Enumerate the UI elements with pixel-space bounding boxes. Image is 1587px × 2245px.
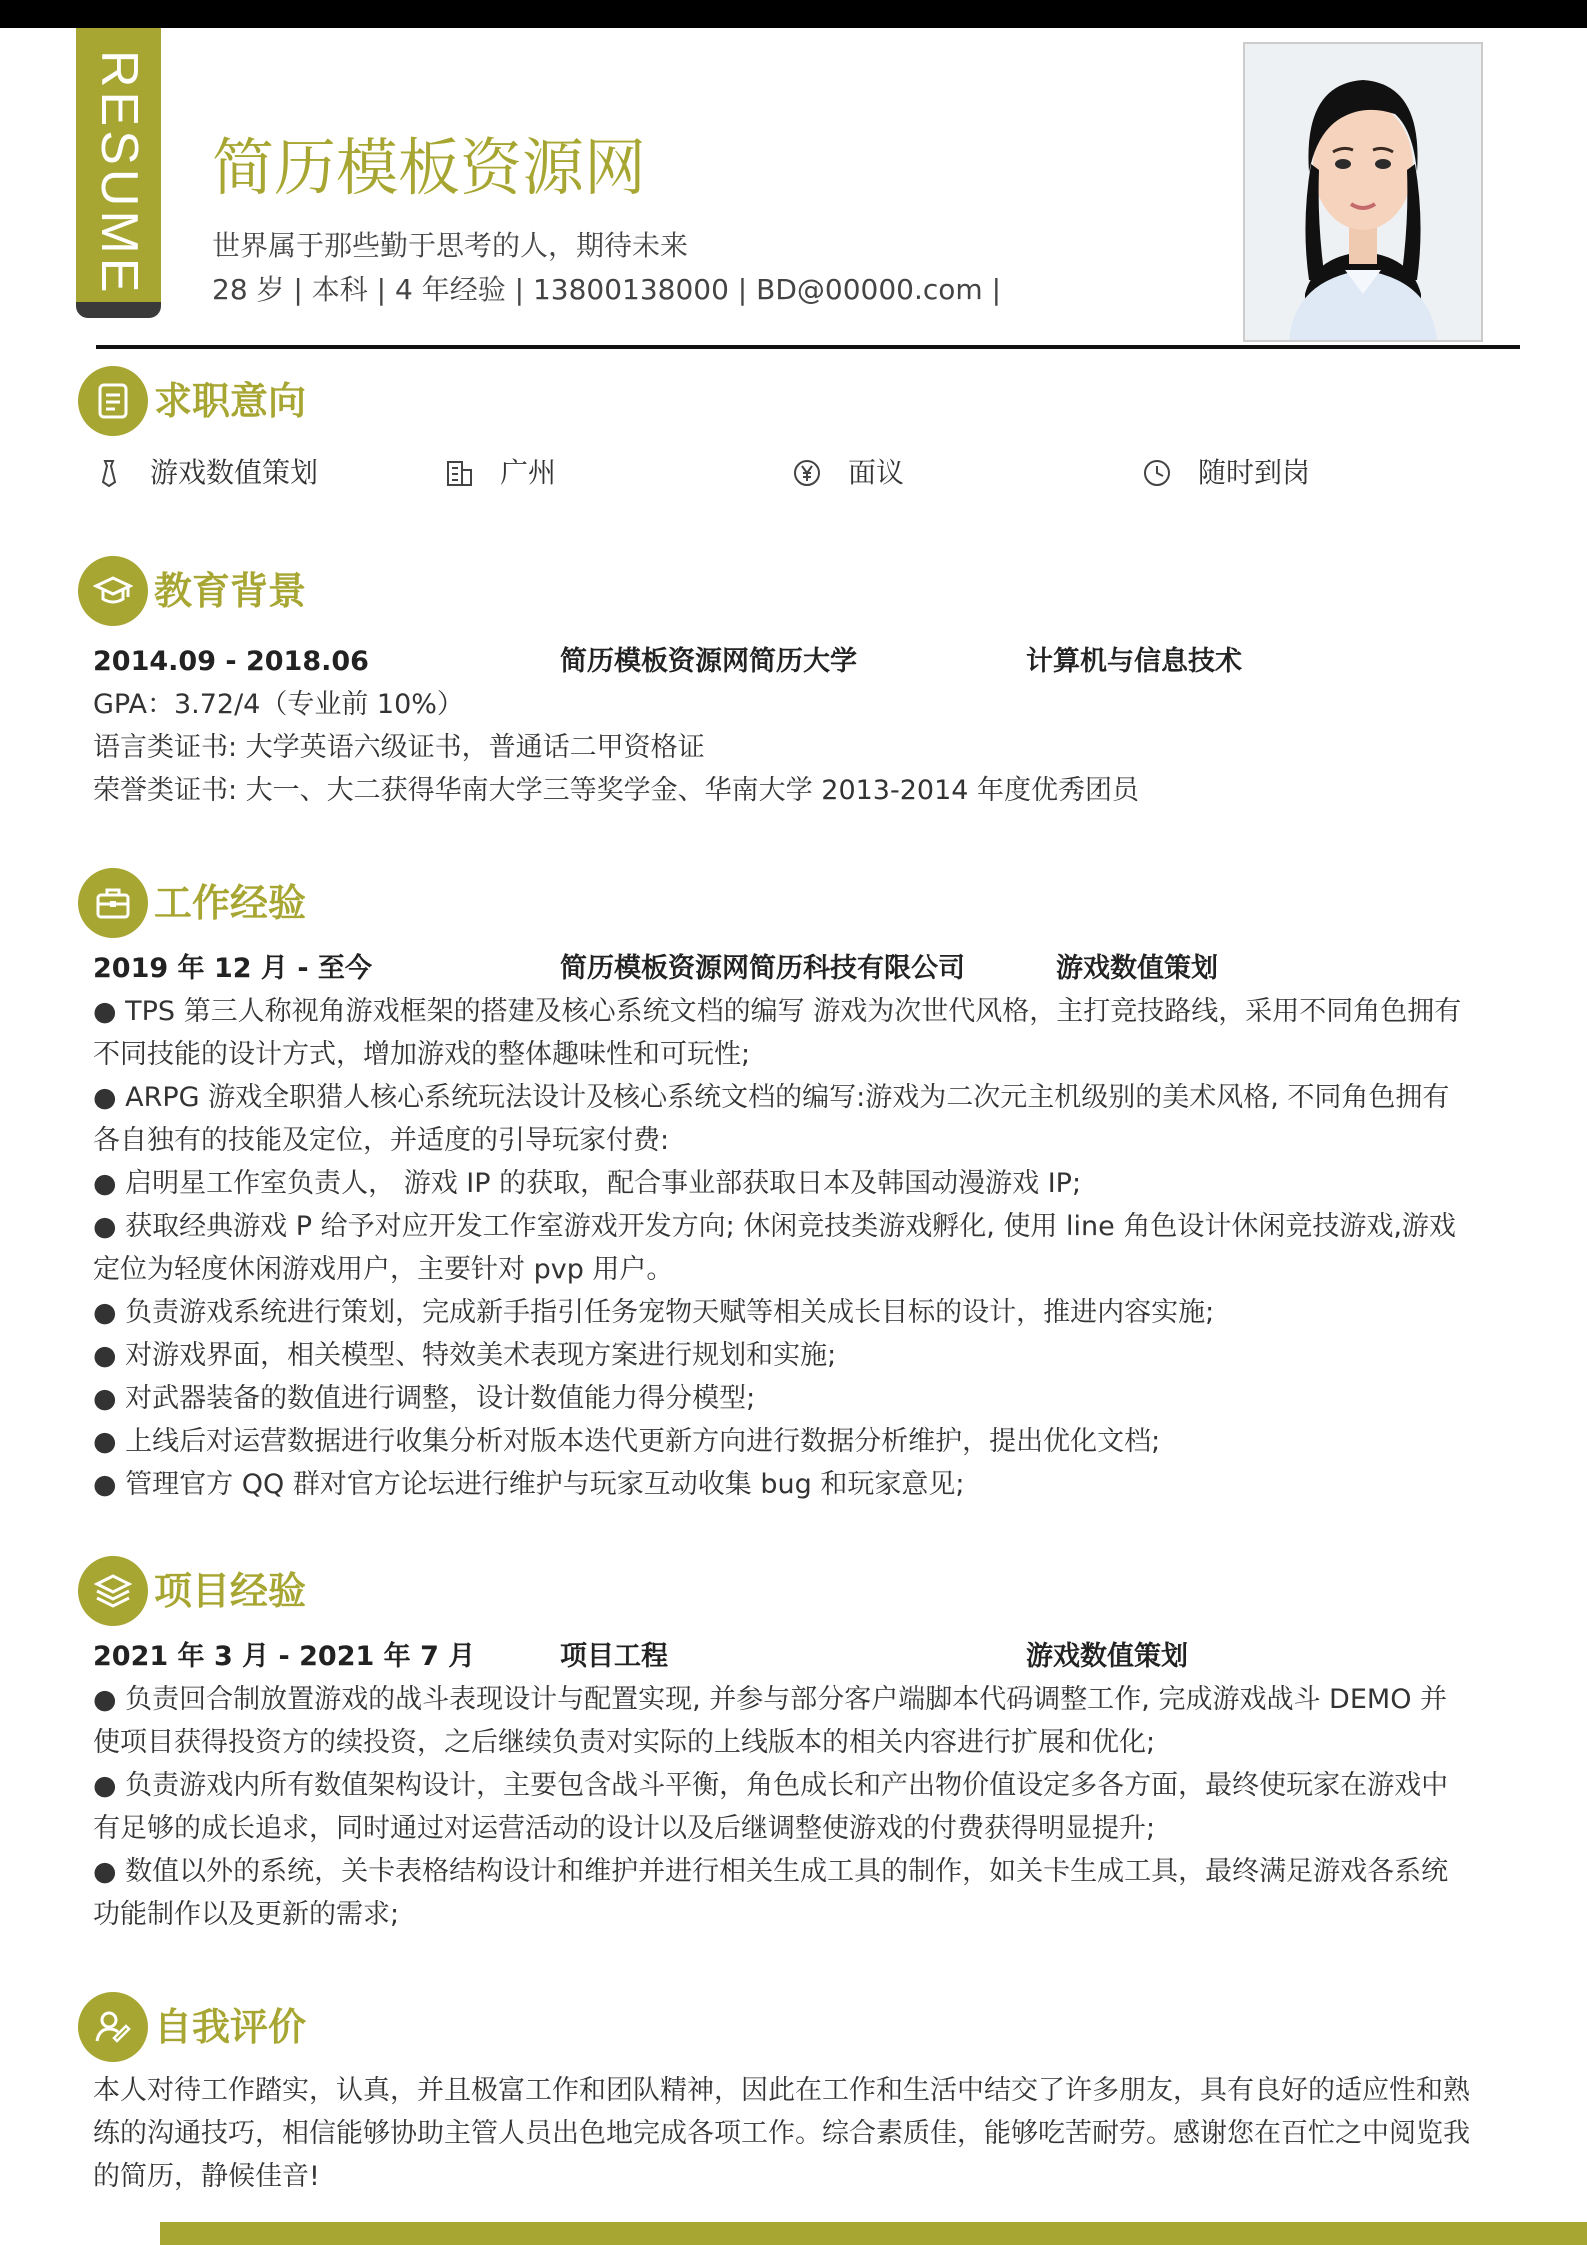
intent-section-title: 求职意向 (154, 379, 307, 423)
work-bullet: ● 对武器装备的数值进行调整，设计数值能力得分模型; (93, 1383, 756, 1414)
candidate-name: 简历模板资源网 (212, 131, 647, 204)
intent-salary-label: 面议 (848, 456, 905, 489)
work-role: 游戏数值策划 (1056, 953, 1218, 984)
intent-availability-label: 随时到岗 (1198, 456, 1311, 489)
portrait-illustration (1245, 44, 1481, 340)
yen-icon (792, 458, 822, 488)
project-section-icon (78, 1556, 148, 1626)
project-period: 2021 年 3 月 - 2021 年 7 月 (93, 1641, 476, 1672)
work-bullet: ● 负责游戏系统进行策划，完成新手指引任务宠物天赋等相关成长目标的设计，推进内容实施; (93, 1297, 1215, 1328)
education-school: 简历模板资源网简历大学 (560, 646, 857, 677)
tie-icon (94, 458, 124, 488)
layers-icon (93, 1571, 133, 1611)
work-section-icon (78, 868, 148, 938)
project-bullet: ● 负责游戏内所有数值架构设计，主要包含战斗平衡，角色成长和产出物价值设定多各方面，最终使玩家在游戏中有足够的成长追求，同时通过对运营活动的设计以及后继调整使游戏的付费获得明显提升; (93, 1770, 1449, 1844)
user-edit-icon (93, 2007, 133, 2047)
education-section-icon (78, 556, 148, 626)
document-icon (93, 381, 133, 421)
work-bullet: ● 管理官方 QQ 群对官方论坛进行维护与玩家互动收集 bug 和玩家意见; (93, 1469, 965, 1500)
profile-photo (1243, 42, 1483, 342)
basic-info: 28 岁 | 本科 | 4 年经验 | 13800138000 | BD@00000.com | (212, 273, 1002, 306)
building-icon (444, 458, 474, 488)
work-bullet: ● 对游戏界面，相关模型、特效美术表现方案进行规划和实施; (93, 1340, 837, 1371)
self-eval-section-icon (78, 1992, 148, 2062)
resume-label: RESUME (90, 50, 148, 297)
intent-position-label: 游戏数值策划 (150, 456, 319, 489)
education-major: 计算机与信息技术 (1026, 646, 1242, 677)
clock-icon (1142, 458, 1172, 488)
project-bullet: ● 数值以外的系统，关卡表格结构设计和维护并进行相关生成工具的制作，如关卡生成工具，最终满足游戏各系统功能制作以及更新的需求; (93, 1856, 1449, 1930)
project-name: 项目工程 (560, 1641, 668, 1672)
bottom-bar (160, 2222, 1587, 2245)
resume-tab-base (76, 302, 161, 318)
work-bullet: ● ARPG 游戏全职猎人核心系统玩法设计及核心系统文档的编写:游戏为二次元主机级别的美术风格, 不同角色拥有各自独有的技能及定位，并适度的引导玩家付费: (93, 1082, 1450, 1156)
work-period: 2019 年 12 月 - 至今 (93, 953, 372, 984)
work-company: 简历模板资源网简历科技有限公司 (560, 953, 965, 984)
top-bar (0, 0, 1587, 28)
self-eval-text: 本人对待工作踏实，认真，并且极富工作和团队精神，因此在工作和生活中结交了许多朋友，具有良好的适应性和熟练的沟通技巧，相信能够协助主管人员出色地完成各项工作。综合素质佳，能够吃苦耐劳。感谢您在百忙之中阅览我的简历，静候佳音! (93, 2075, 1470, 2192)
work-bullets (93, 990, 1473, 1506)
motto: 世界属于那些勤于思考的人，期待未来 (212, 229, 689, 262)
work-bullet: ● 上线后对运营数据进行收集分析对版本迭代更新方向进行数据分析维护，提出优化文档; (93, 1426, 1161, 1457)
education-gpa: GPA：3.72/4（专业前 10%） (93, 689, 464, 720)
work-section-title: 工作经验 (154, 881, 307, 925)
project-bullet: ● 负责回合制放置游戏的战斗表现设计与配置实现, 并参与部分客户端脚本代码调整工作, 完成游戏战斗 DEMO 并使项目获得投资方的续投资，之后继续负责对实际的上线版本的相关内容进行扩展和优化; (93, 1684, 1448, 1758)
education-period: 2014.09 - 2018.06 (93, 646, 369, 677)
self-eval-section-title: 自我评价 (154, 2005, 307, 2049)
work-bullet: ● 获取经典游戏 P 给予对应开发工作室游戏开发方向; 休闲竞技类游戏孵化, 使用 line 角色设计休闲竞技游戏,游戏定位为轻度休闲游戏用户，主要针对 pvp 用户。 (93, 1211, 1456, 1285)
education-language-cert: 语言类证书: 大学英语六级证书，普通话二甲资格证 (93, 732, 705, 763)
education-section-title: 教育背景 (154, 569, 307, 613)
intent-section-icon (78, 366, 148, 436)
education-honors: 荣誉类证书: 大一、大二获得华南大学三等奖学金、华南大学 2013-2014 年度优秀团员 (93, 775, 1140, 806)
work-bullet: ● TPS 第三人称视角游戏框架的搭建及核心系统文档的编写 游戏为次世代风格，主打竞技路线，采用不同角色拥有不同技能的设计方式，增加游戏的整体趣味性和可玩性; (93, 996, 1462, 1070)
graduation-cap-icon (93, 571, 133, 611)
project-bullets (93, 1678, 1473, 1936)
briefcase-icon (93, 883, 133, 923)
header-divider (96, 345, 1520, 349)
project-section-title: 项目经验 (154, 1569, 307, 1613)
work-bullet: ● 启明星工作室负责人， 游戏 IP 的获取，配合事业部获取日本及韩国动漫游戏 IP; (93, 1168, 1082, 1199)
intent-city-label: 广州 (500, 456, 557, 489)
project-role: 游戏数值策划 (1026, 1641, 1188, 1672)
